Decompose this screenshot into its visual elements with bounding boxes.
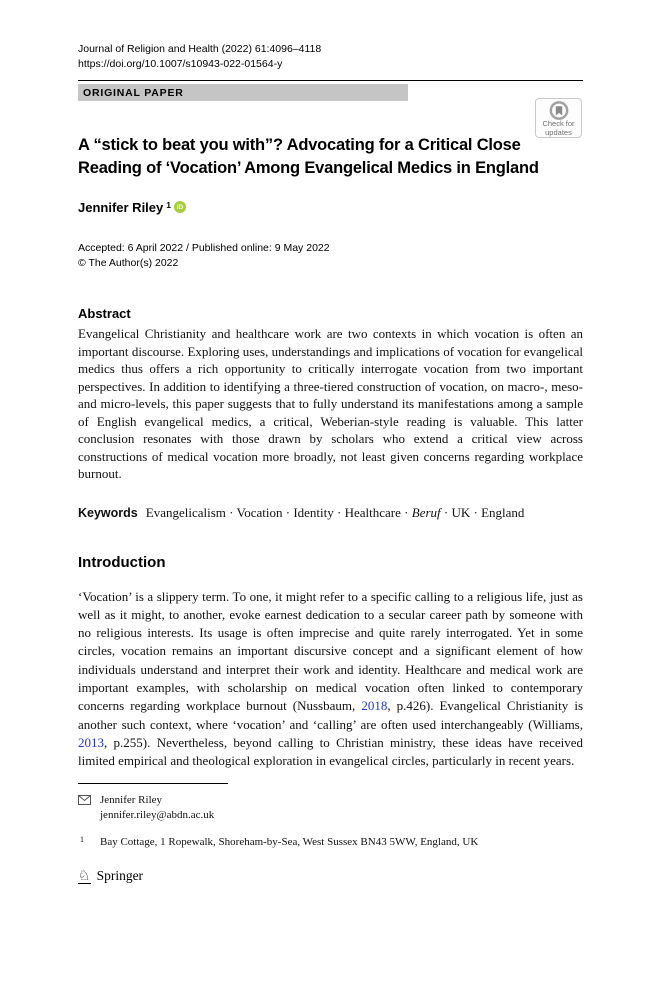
introduction-paragraph: ‘Vocation’ is a slippery term. To one, it might refer to a specific calling to a religious life, just as well as it might, to another, evoke earnest dedication to a secular career path by someone with no religious interests. Its usage is often imprecise and quite rarely interrogated. Yet in some circles, vocation remains an important discursive concept and a significant element of how individuals understand and interpret their work and identity. Healthcare and medical work are important examples, with scholarship on medical vocation often linked to contemporary concerns regarding workplace burnout (Nussbaum, 2018, p.426). Evangelical Christianity is another such context, where ‘vocation’ and ‘calling’ are often used interchangeably (Williams, 2013, p.255). Nevertheless, beyond calling to Christian ministry, these ideas have received limited empirical and theological exploration in evangelical circles, particularly in recent years. [78,588,584,769]
footnote-rule [78,783,228,784]
publisher-row [78,868,583,884]
correspondence-details [100,793,583,823]
orcid-icon[interactable]: iD [174,201,186,213]
publisher-name: Springer [96,868,144,884]
springer-horse-icon: ♘ [78,867,91,884]
keywords-label: Keywords [78,505,138,520]
article-type-label: ORIGINAL PAPER [83,86,184,99]
doi-link[interactable]: https://doi.org/10.1007/s10943-022-01564-y [78,58,283,70]
keyword: Beruf [411,504,441,520]
check-badge-text: Check for updates [542,119,575,137]
keyword: Healthcare [344,504,401,520]
affiliation-marker: 1 [80,835,84,845]
keyword: England [481,504,525,520]
copyright-line: © The Author(s) 2022 [78,257,179,269]
author-name: Jennifer Riley [78,200,164,215]
introduction-heading: Introduction [78,553,166,571]
article-type-bar [78,84,408,101]
citation-link[interactable]: 2018 [361,698,388,714]
article-title: A “stick to beat you with”? Advocating for a Critical Close Reading of ‘Vocation’ Among Evangelical Medics in England [78,136,539,177]
correspondence-block [78,793,583,823]
abstract-body: Evangelical Christianity and healthcare work are two contexts in which vocation is often an important discourse. Exploring uses, understandings and implications of vocation for evangelical medics thus offers a rich opportunity to critically interrogate vocation from two important perspectives. In addition to identifying a three-tiered construction of vocation, on macro-, meso- and micro-levels, this paper suggests that to fully understand its manifestations among a sample of English evangelical medics, a critical, Weberian-style reading is valuable. This latter conclusion resonates with those drawn by scholars who extend a critical view across constructions of medical vocation more broadly, not least given concerns regarding workplace burnout. [78,326,583,481]
author-affiliation-sup: 1 [166,200,171,210]
journal-citation: Journal of Religion and Health (2022) 61:4096–4118 [78,43,322,55]
keyword: UK [451,504,471,520]
affiliation-block [78,835,583,849]
keyword: Vocation [236,504,283,520]
keyword: Identity [293,504,334,520]
citation-link[interactable]: 2013 [78,734,104,750]
author-line [78,200,583,215]
keywords-list: Evangelicalism · Vocation · Identity · Healthcare · Beruf · UK · England [145,504,525,520]
header-rule [78,80,583,81]
correspondence-email[interactable]: jennifer.riley@abdn.ac.uk [100,809,215,822]
check-for-updates-badge[interactable] [535,98,582,138]
keyword: Evangelicalism [145,504,226,520]
keywords-line [78,504,583,522]
dates-block [78,241,583,271]
envelope-icon [78,795,100,823]
accepted-published-line: Accepted: 6 April 2022 / Published online: 9 May 2022 [78,242,330,254]
abstract-heading: Abstract [78,306,131,321]
crossmark-icon [549,101,569,120]
affiliation-text: Bay Cottage, 1 Ropewalk, Shoreham-by-Sea, West Sussex BN43 5WW, England, UK [100,836,479,849]
correspondence-name: Jennifer Riley [100,794,163,807]
